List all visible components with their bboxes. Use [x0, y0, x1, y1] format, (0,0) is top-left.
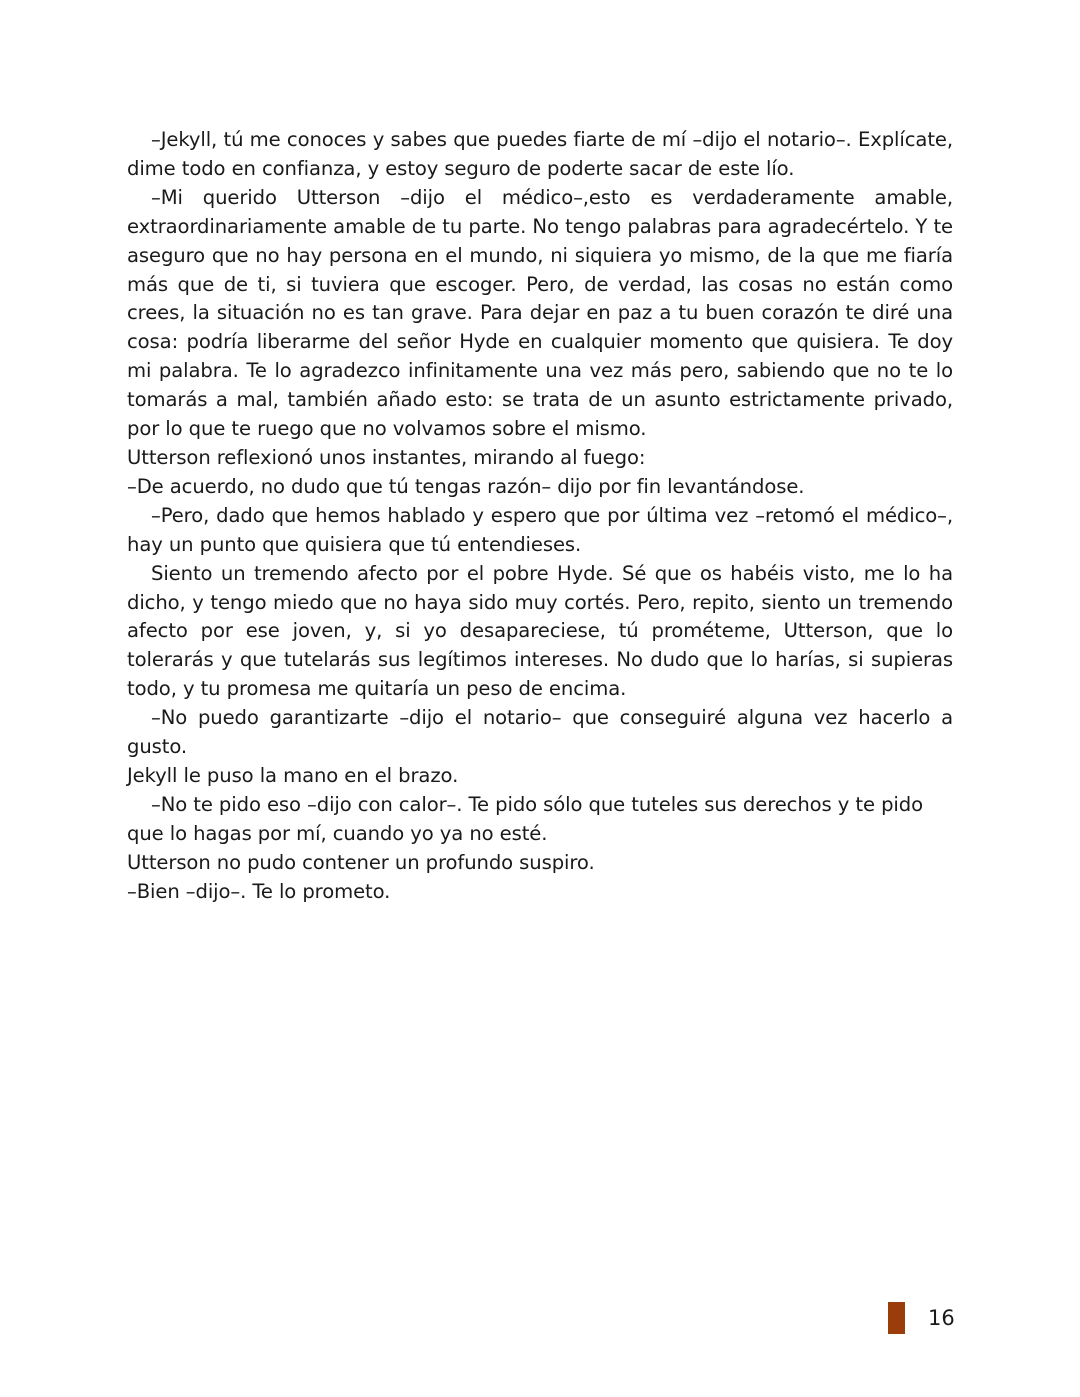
paragraph-3: Utterson reflexionó unos instantes, mirando al fuego: — [127, 445, 646, 469]
paragraph-11: –Bien –dijo–. Te lo prometo. — [127, 879, 391, 903]
paragraph-9: –No te pido eso –dijo con calor–. Te pido sólo que tuteles sus derechos y te pido que lo hagas por mí, cuando yo ya no esté. — [127, 792, 923, 845]
paragraph-10: Utterson no pudo contener un profundo suspiro. — [127, 850, 595, 874]
paragraph-2: –Mi querido Utterson –dijo el médico–,esto es verdaderamente amable, extraordinariamente amable de tu parte. No tengo palabras para agradecértelo. Y te aseguro que no hay persona en el mundo, ni siquiera yo mismo, de la que me fiaría más que de ti, si tuviera que escoger. Pero, de verdad, las cosas no están como crees, la situación no es tan grave. Para dejar en paz a tu buen corazón te diré una cosa: podría liberarme del señor Hyde en cualquier momento que quisiera. Te doy mi palabra. Te lo agradezco infinitamente una vez más pero, sabiendo que no te lo tomarás a mal, también añado esto: se trata de un asunto estrictamente privado, por lo que te ruego que no volvamos sobre el mismo. — [127, 185, 953, 441]
page-marker-bar — [888, 1302, 905, 1334]
paragraph-4: –De acuerdo, no dudo que tú tengas razón– dijo por fin levantándose. — [127, 474, 805, 498]
page-footer — [888, 1302, 955, 1334]
paragraph-1: –Jekyll, tú me conoces y sabes que puedes fiarte de mí –dijo el notario–. Explícate, dime todo en confianza, y estoy seguro de poderte sacar de este lío. — [127, 128, 953, 180]
paragraph-6: Siento un tremendo afecto por el pobre Hyde. Sé que os habéis visto, me lo ha dicho, y tengo miedo que no haya sido muy cortés. Pero, repito, siento un tremendo afecto por ese joven, y, si yo desapareciese, tú prométeme, Utterson, que lo tolerarás y que tutelarás sus legítimos intereses. No dudo que lo harías, si supieras todo, y tu promesa me quitaría un peso de encima. — [127, 561, 953, 701]
paragraph-5: –Pero, dado que hemos hablado y espero que por última vez –retomó el médico–, hay un punto que quisiera que tú entendieses. — [127, 503, 953, 556]
body-text — [127, 126, 953, 906]
paragraph-8: Jekyll le puso la mano en el brazo. — [127, 763, 459, 787]
paragraph-7: –No puedo garantizarte –dijo el notario– que conseguiré alguna vez hacerlo a gusto. — [127, 706, 953, 759]
page-number: 16 — [928, 1306, 955, 1330]
